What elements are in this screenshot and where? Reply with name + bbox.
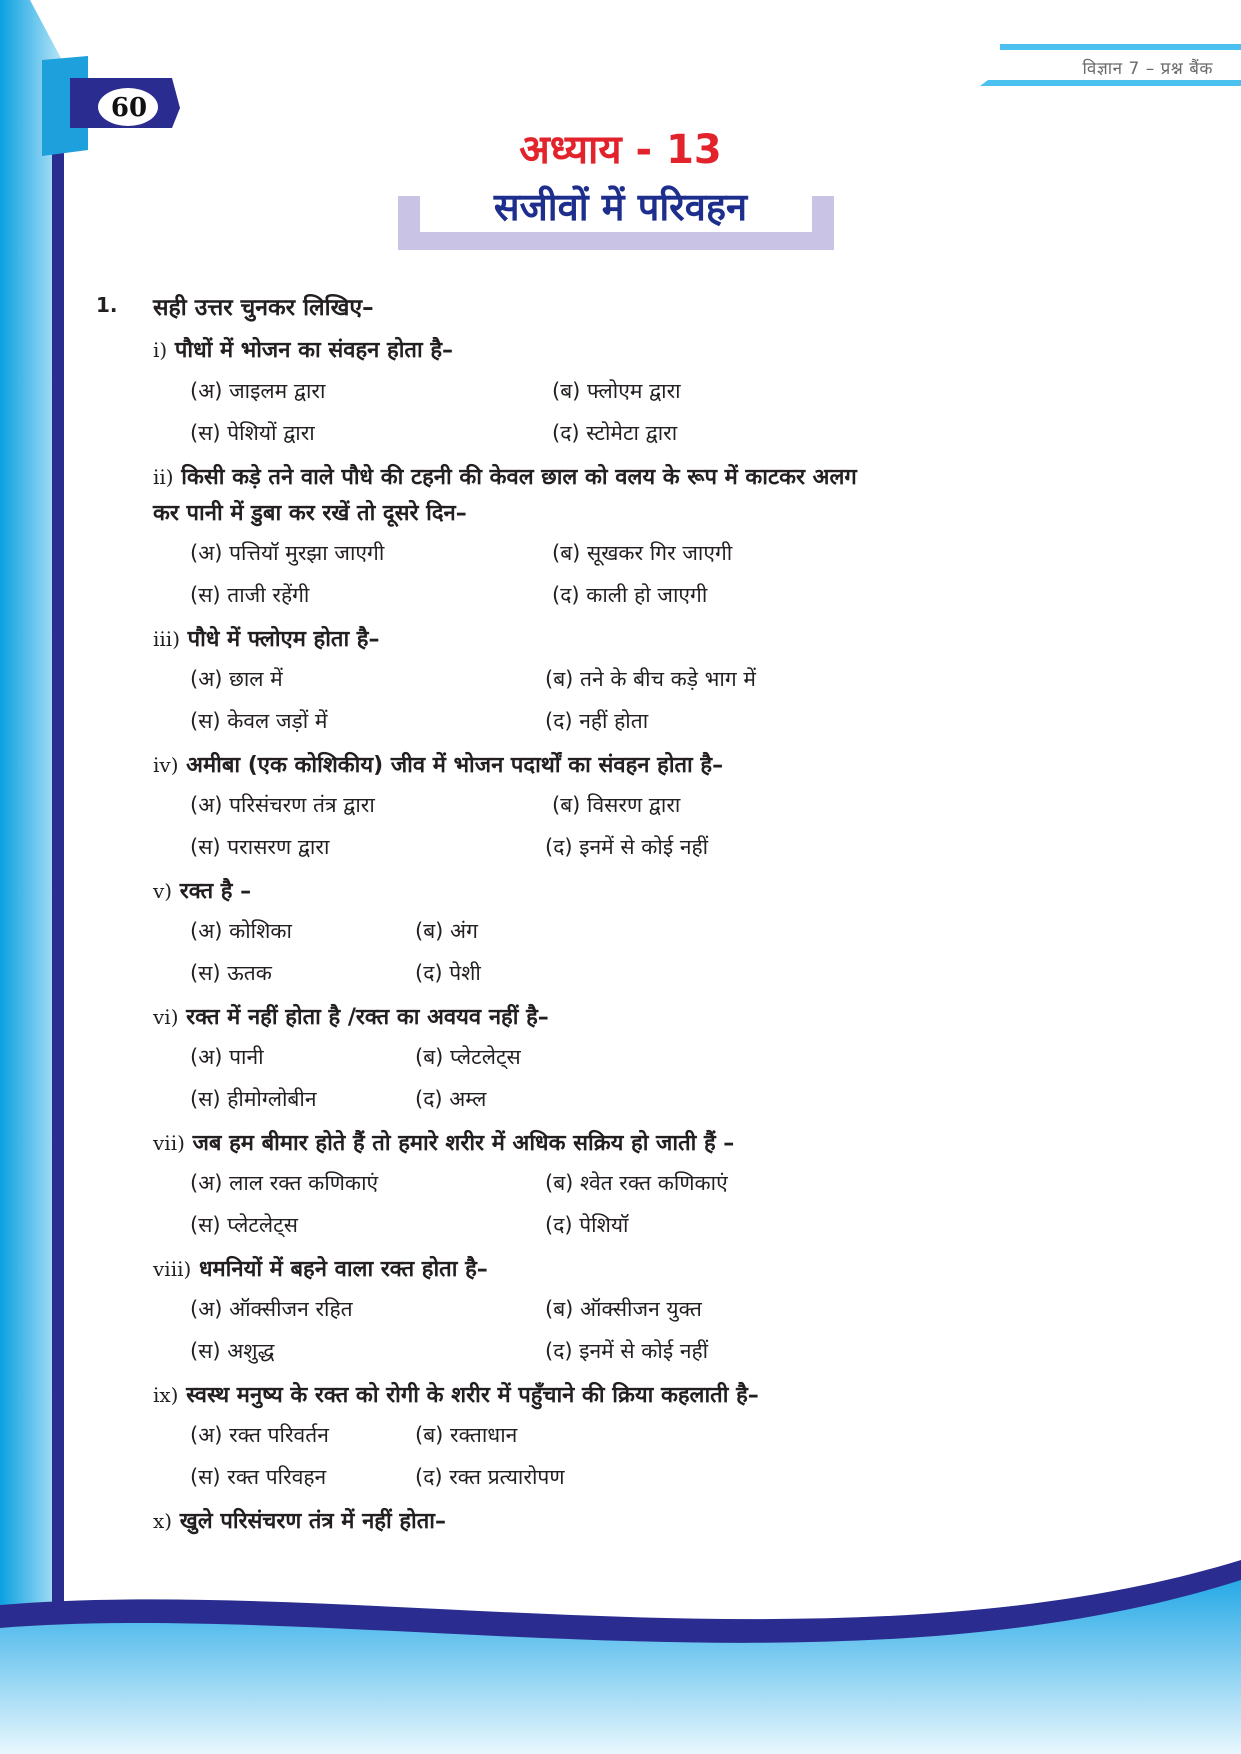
option: (स) ताजी रहेंगी: [190, 583, 310, 607]
question-number: iv): [153, 753, 179, 777]
option: (अ) ऑक्सीजन रहित: [190, 1297, 353, 1321]
question-iii: [153, 623, 379, 653]
question-number: ii): [153, 465, 174, 489]
question-x: [153, 1505, 446, 1535]
option: (ब) विसरण द्वारा: [552, 793, 681, 817]
question-text: स्वस्थ मनुष्य के रक्त को रोगी के शरीर में पहुँचाने की क्रिया कहलाती है–: [186, 1383, 759, 1408]
option: (ब) फ्लोएम द्वारा: [552, 379, 681, 403]
option: (स) रक्त परिवहन: [190, 1465, 327, 1489]
question-number: v): [153, 879, 173, 903]
option: (द) इनमें से कोई नहीं: [545, 1339, 709, 1363]
question-number: vi): [153, 1005, 179, 1029]
option: (अ) कोशिका: [190, 919, 292, 943]
option: (ब) रक्ताधान: [415, 1423, 518, 1447]
question-text: रक्त है –: [179, 879, 252, 904]
question-ii: [153, 461, 857, 491]
question-viii: [153, 1253, 488, 1283]
section-instruction: सही उत्तर चुनकर लिखिए–: [153, 295, 374, 321]
option: (अ) पानी: [190, 1045, 264, 1069]
option: (अ) जाइलम द्वारा: [190, 379, 326, 403]
question-text: अमीबा (एक कोशिकीय) जीव में भोजन पदार्थों का संवहन होता है–: [186, 753, 724, 778]
question-number: iii): [153, 627, 180, 651]
question-text-continued: कर पानी में डुबा कर रखें तो दूसरे दिन–: [153, 501, 467, 526]
question-text: धमनियों में बहने वाला रक्त होता है–: [198, 1257, 488, 1282]
question-ix: [153, 1379, 759, 1409]
question-vi: [153, 1001, 549, 1031]
question-text: किसी कड़े तने वाले पौधे की टहनी की केवल छाल को वलय के रूप में काटकर अलग: [181, 465, 857, 490]
option: (स) केवल जड़ों में: [190, 709, 328, 733]
header-rule-bottom: [980, 80, 1241, 86]
question-text: रक्त में नहीं होता है /रक्त का अवयव नहीं है–: [186, 1005, 549, 1030]
option: (अ) पत्तियॉ मुरझा जाएगी: [190, 541, 385, 565]
question-text: खुले परिसंचरण तंत्र में नहीं होता–: [179, 1509, 446, 1534]
option: (द) काली हो जाएगी: [552, 583, 708, 607]
option: (स) प्लेटलेट्स: [190, 1213, 298, 1237]
question-text: पौधों में भोजन का संवहन होता है–: [174, 338, 453, 363]
option: (ब) अंग: [415, 919, 478, 943]
option: (ब) तने के बीच कड़े भाग में: [545, 667, 756, 691]
question-number: x): [153, 1509, 173, 1533]
question-number: vii): [153, 1131, 185, 1155]
question-number: viii): [153, 1257, 192, 1281]
option: (द) इनमें से कोई नहीं: [545, 835, 709, 859]
question-v: [153, 875, 251, 905]
option: (अ) रक्त परिवर्तन: [190, 1423, 329, 1447]
option: (द) अम्ल: [415, 1087, 487, 1111]
question-iv: [153, 749, 723, 779]
option: (अ) छाल में: [190, 667, 283, 691]
question-vii: [153, 1127, 734, 1157]
question-number: i): [153, 338, 168, 362]
question-text: पौधे में फ्लोएम होता है–: [187, 627, 380, 652]
option: (स) अशुद्ध: [190, 1339, 275, 1363]
question-number: ix): [153, 1383, 179, 1407]
chapter-title: सजीवों में परिवहन: [493, 185, 748, 229]
book-title: विज्ञान 7 – प्रश्न बैंक: [1082, 59, 1213, 79]
option: (अ) लाल रक्त कणिकाएं: [190, 1171, 379, 1195]
option: (द) पेशियॉ: [545, 1213, 629, 1237]
option: (स) हीमोग्लोबीन: [190, 1087, 317, 1111]
page-number: 60: [110, 93, 148, 123]
question-text: जब हम बीमार होते हैं तो हमारे शरीर में अधिक सक्रिय हो जाती हैं –: [192, 1131, 735, 1156]
option: (ब) ऑक्सीजन युक्त: [545, 1297, 702, 1321]
option: (द) पेशी: [415, 961, 481, 985]
option: (स) ऊतक: [190, 961, 272, 985]
section-number: 1.: [96, 293, 118, 317]
left-navy-bar: [52, 80, 64, 1754]
option: (द) रक्त प्रत्यारोपण: [415, 1465, 565, 1489]
option: (ब) श्वेत रक्त कणिकाएं: [545, 1171, 728, 1195]
option: (स) पेशियों द्वारा: [190, 421, 315, 445]
question-i: [153, 334, 453, 364]
option: (द) नहीं होता: [545, 709, 649, 733]
header-rule-top: [1000, 44, 1241, 50]
chapter-number: अध्याय - 13: [519, 127, 722, 173]
option: (अ) परिसंचरण तंत्र द्वारा: [190, 793, 375, 817]
option: (स) परासरण द्वारा: [190, 835, 330, 859]
option: (ब) प्लेटलेट्स: [415, 1045, 521, 1069]
option: (ब) सूखकर गिर जाएगी: [552, 541, 733, 565]
option: (द) स्टोमेटा द्वारा: [552, 421, 678, 445]
